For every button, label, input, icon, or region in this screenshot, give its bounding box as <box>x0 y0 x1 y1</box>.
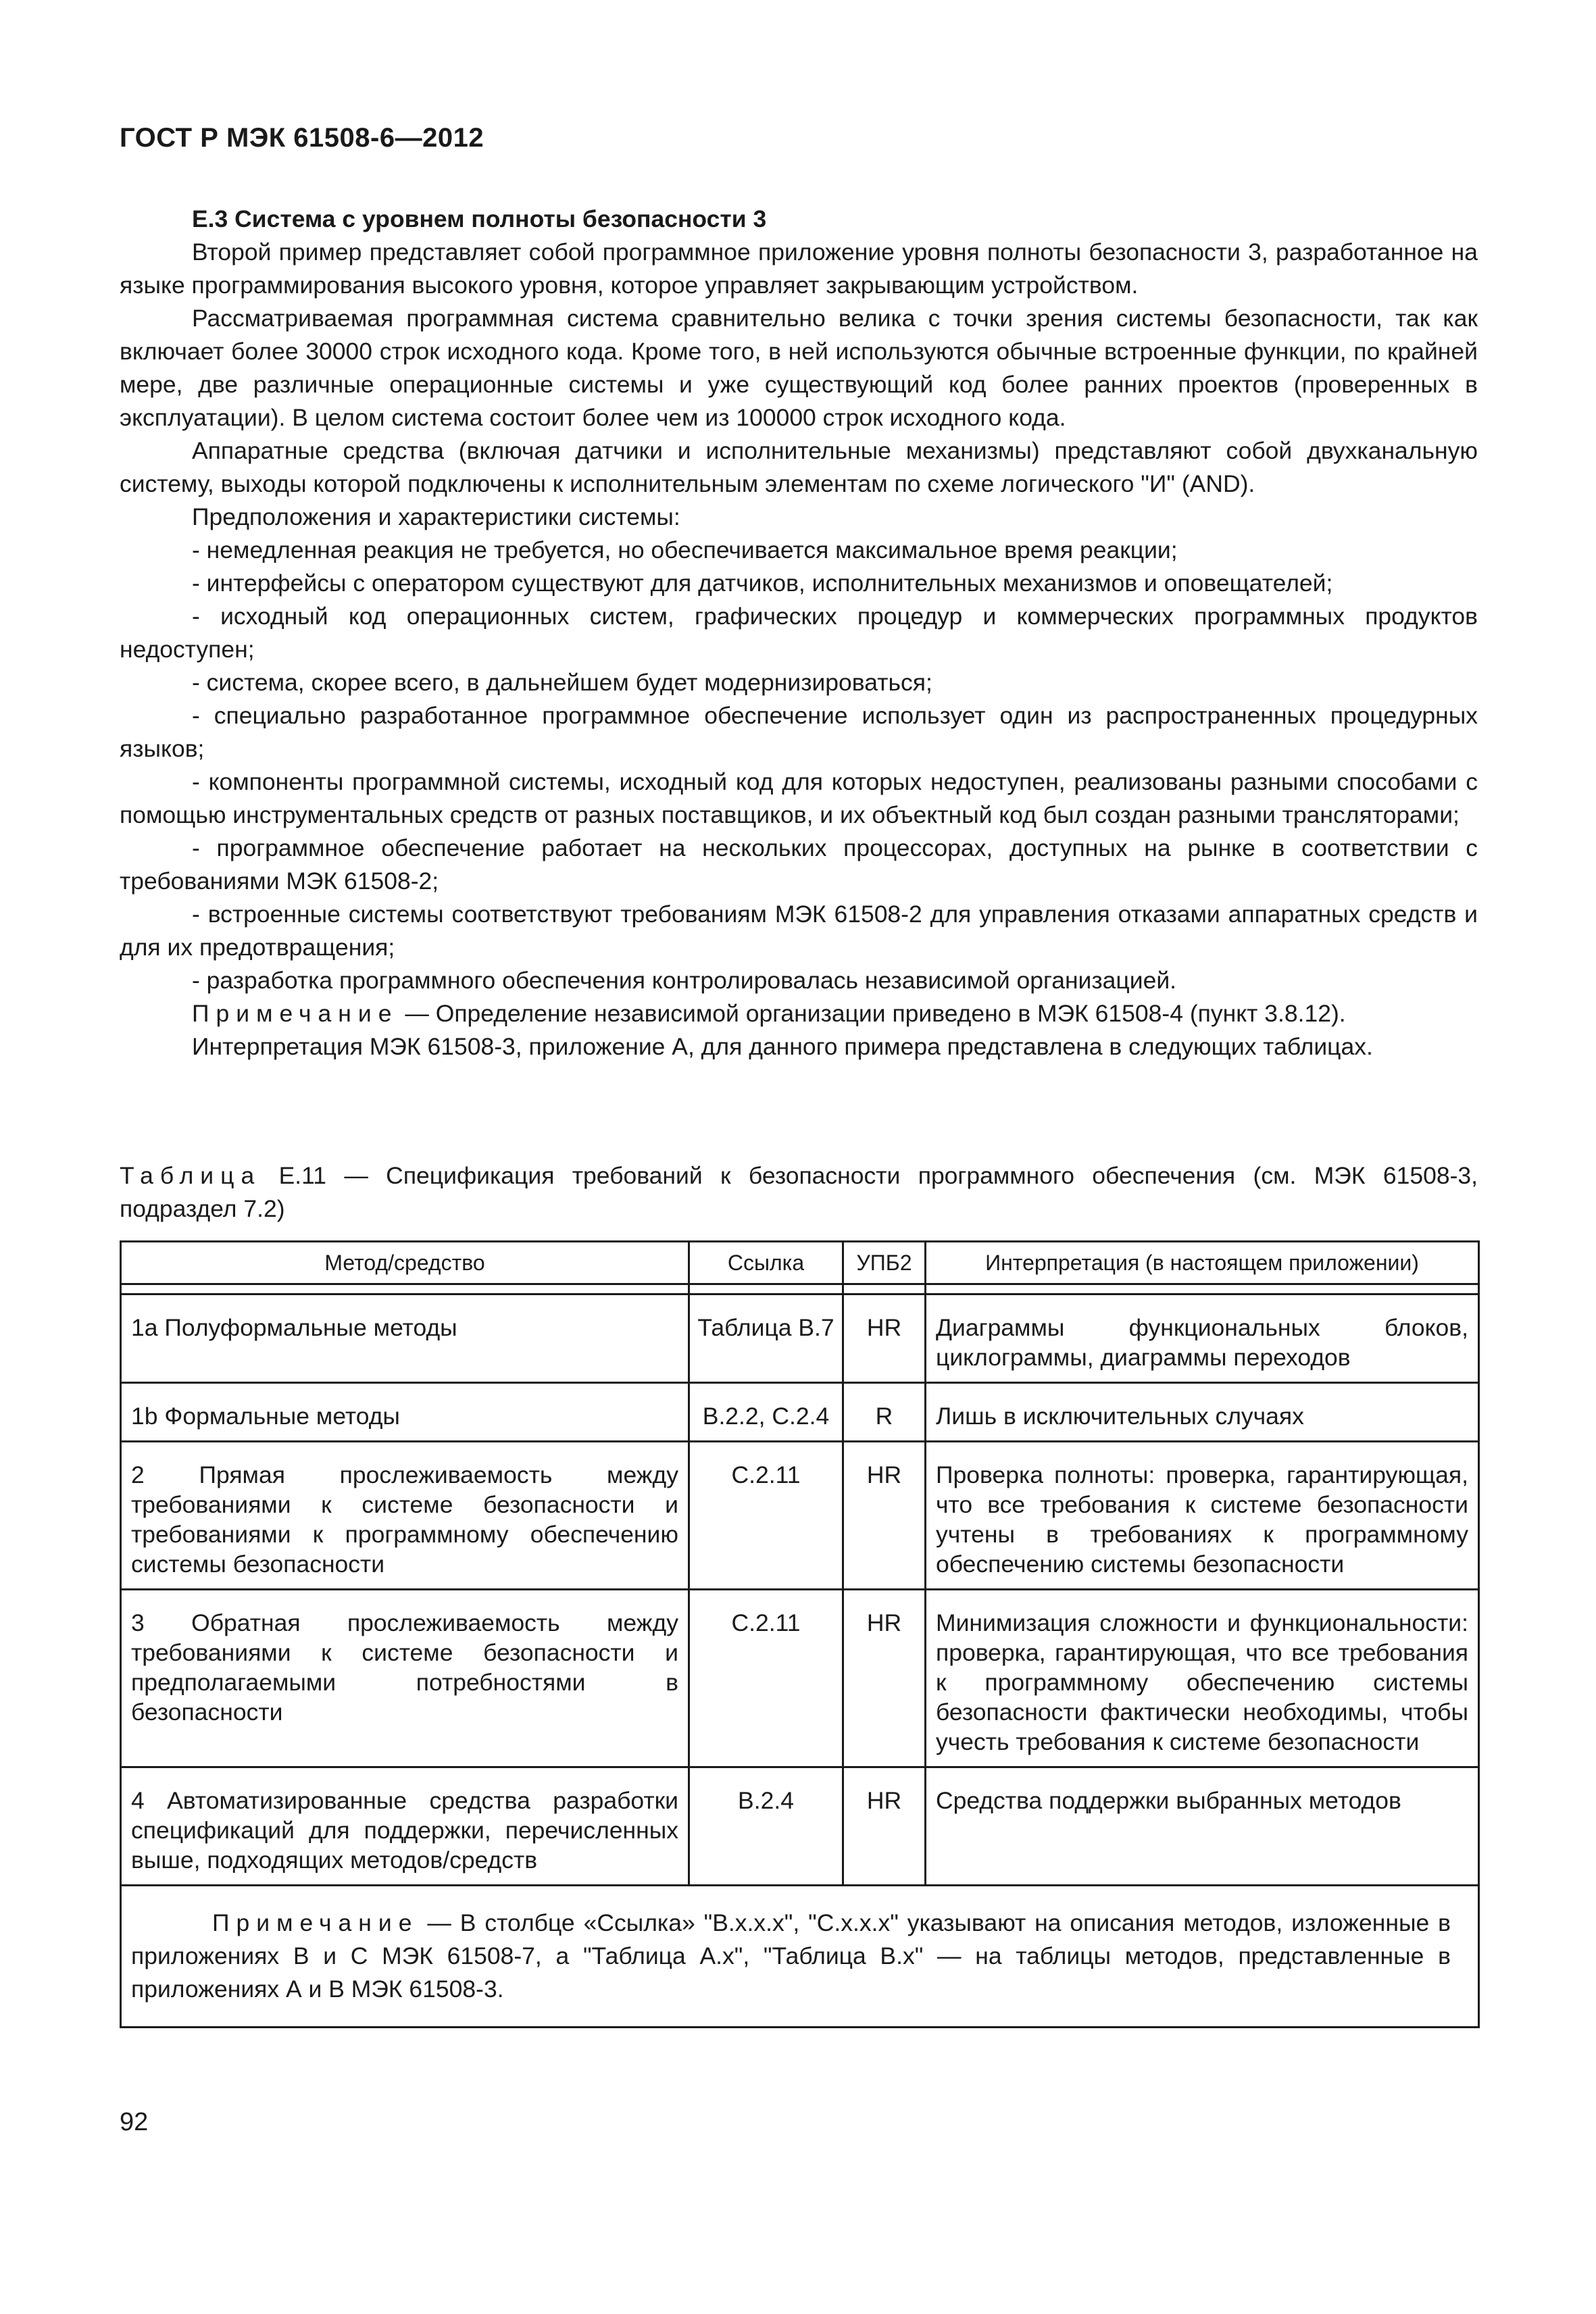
document-header: ГОСТ Р МЭК 61508-6—2012 <box>120 123 484 153</box>
method-cell: 1а Полуформальные методы <box>121 1294 689 1383</box>
table-spacer-row <box>121 1284 1479 1294</box>
interpretation-cell: Средства поддержки выбранных методов <box>926 1767 1479 1886</box>
section-title: Е.3 Система с уровнем полноты безопасности 3 <box>192 205 767 232</box>
interpretation-cell: Лишь в исключительных случаях <box>926 1383 1479 1442</box>
interpretation-cell: Проверка полноты: проверка, гарантирующая, что все требования к системе безопасности учтены в требованиях к программному обеспечению системы безопасности <box>926 1442 1479 1590</box>
table-note-cell <box>121 1886 1479 2028</box>
method-cell: 1b Формальные методы <box>121 1383 689 1442</box>
note-text: — Определение независимой организации приведено в МЭК 61508-4 (пункт 3.8.12). <box>398 1000 1346 1027</box>
table-note-label: Примечание <box>212 1909 419 1936</box>
sil-cell: R <box>843 1383 926 1442</box>
page-number: 92 <box>120 2108 149 2136</box>
interpretation-cell: Минимизация сложности и функциональности: проверка, гарантирующая, что все требования к программному обеспечению системы безопасности фактически необходимы, чтобы учесть требования к системе безопасности <box>926 1590 1479 1767</box>
column-header-sil: УПБ2 <box>843 1242 926 1284</box>
table-row <box>121 1590 1479 1767</box>
paragraph: Предположения и характеристики системы: <box>192 503 680 530</box>
sil-cell: HR <box>843 1767 926 1886</box>
table-row <box>121 1383 1479 1442</box>
list-item: - встроенные системы соответствуют требованиям МЭК 61508-2 для управления отказами аппаратных средств и для их предотвращения; <box>120 901 1478 961</box>
table-row <box>121 1767 1479 1886</box>
column-header-reference: Ссылка <box>689 1242 843 1284</box>
paragraph: Второй пример представляет собой программное приложение уровня полноты безопасности 3, разработанное на языке программирования высокого уровня, которое управляет закрывающим устройством. <box>120 238 1478 299</box>
interpretation-cell: Диаграммы функциональных блоков, циклограммы, диаграммы переходов <box>926 1294 1479 1383</box>
method-cell: 4 Автоматизированные средства разработки спецификаций для поддержки, перечисленных выше, подходящих методов/средств <box>121 1767 689 1886</box>
paragraph: Рассматриваемая программная система сравнительно велика с точки зрения системы безопасности, так как включает более 30000 строк исходного кода. Кроме того, в ней используются обычные встроенные функции, по крайней мере, две различные операционные системы и уже существующий код более ранних проектов (проверенных в эксплуатации). В целом система состоит более чем из 100000 строк исходного кода. <box>120 305 1478 431</box>
table-note-row <box>121 1886 1479 2028</box>
section-body <box>120 203 1478 1063</box>
method-cell: 3 Обратная прослеживаемость между требованиями к системе безопасности и предполагаемыми потребностями в безопасности <box>121 1590 689 1767</box>
spacer-cell <box>926 1284 1479 1294</box>
list-item: - исходный код операционных систем, графических процедур и коммерческих программных продуктов недоступен; <box>120 603 1478 663</box>
list-item: - интерфейсы с оператором существуют для датчиков, исполнительных механизмов и оповещателей; <box>192 570 1333 597</box>
table-caption-text: Е.11 — Спецификация требований к безопасности программного обеспечения (см. МЭК 61508-3, подраздел 7.2) <box>120 1162 1478 1222</box>
section-note <box>120 997 1478 1030</box>
table-caption <box>120 1159 1478 1226</box>
sil-cell: HR <box>843 1294 926 1383</box>
reference-cell: В.2.2, С.2.4 <box>689 1383 843 1442</box>
method-cell: 2 Прямая прослеживаемость между требованиями к системе безопасности и требованиями к программному обеспечению системы безопасности <box>121 1442 689 1590</box>
column-header-method: Метод/средство <box>121 1242 689 1284</box>
reference-cell: С.2.11 <box>689 1442 843 1590</box>
paragraph: Аппаратные средства (включая датчики и исполнительные механизмы) представляют собой двухканальную систему, выходы которой подключены к исполнительным элементам по схеме логического "И" (AND). <box>120 437 1478 497</box>
list-item: - компоненты программной системы, исходный код для которых недоступен, реализованы разными способами с помощью инструментальных средств от разных поставщиков, и их объектный код был создан разными трансляторами; <box>120 768 1478 828</box>
spacer-cell <box>843 1284 926 1294</box>
sil-cell: HR <box>843 1442 926 1590</box>
reference-cell: С.2.11 <box>689 1590 843 1767</box>
list-item: - система, скорее всего, в дальнейшем будет модернизироваться; <box>192 669 932 696</box>
table-row <box>121 1442 1479 1590</box>
list-item: - немедленная реакция не требуется, но обеспечивается максимальное время реакции; <box>192 536 1178 563</box>
table-note-text: — В столбце «Ссылка» "В.х.х.х", "С.х.х.х" указывают на описания методов, изложенные в приложениях В и С МЭК 61508-7, а "Таблица А.х", "Таблица В.х" — на таблицы методов, представленные в приложениях А и В МЭК 61508-3. <box>131 1909 1451 2003</box>
table-header-row <box>121 1242 1479 1284</box>
list-item: - разработка программного обеспечения контролировалась независимой организацией. <box>192 967 1177 994</box>
table-row <box>121 1294 1479 1383</box>
column-header-interpretation: Интерпретация (в настоящем приложении) <box>926 1242 1479 1284</box>
note-label: Примечание <box>192 1000 399 1027</box>
spacer-cell <box>689 1284 843 1294</box>
paragraph: Интерпретация МЭК 61508-3, приложение А, для данного примера представлена в следующих таблицах. <box>192 1033 1373 1060</box>
reference-cell: Таблица В.7 <box>689 1294 843 1383</box>
reference-cell: В.2.4 <box>689 1767 843 1886</box>
spacer-cell <box>121 1284 689 1294</box>
table-caption-label: Таблица <box>120 1162 261 1189</box>
table-note <box>131 1907 1451 2006</box>
requirements-table <box>120 1240 1480 2028</box>
list-item: - специально разработанное программное обеспечение использует один из распространенных процедурных языков; <box>120 702 1478 762</box>
sil-cell: HR <box>843 1590 926 1767</box>
list-item: - программное обеспечение работает на нескольких процессорах, доступных на рынке в соответствии с требованиями МЭК 61508-2; <box>120 834 1478 895</box>
